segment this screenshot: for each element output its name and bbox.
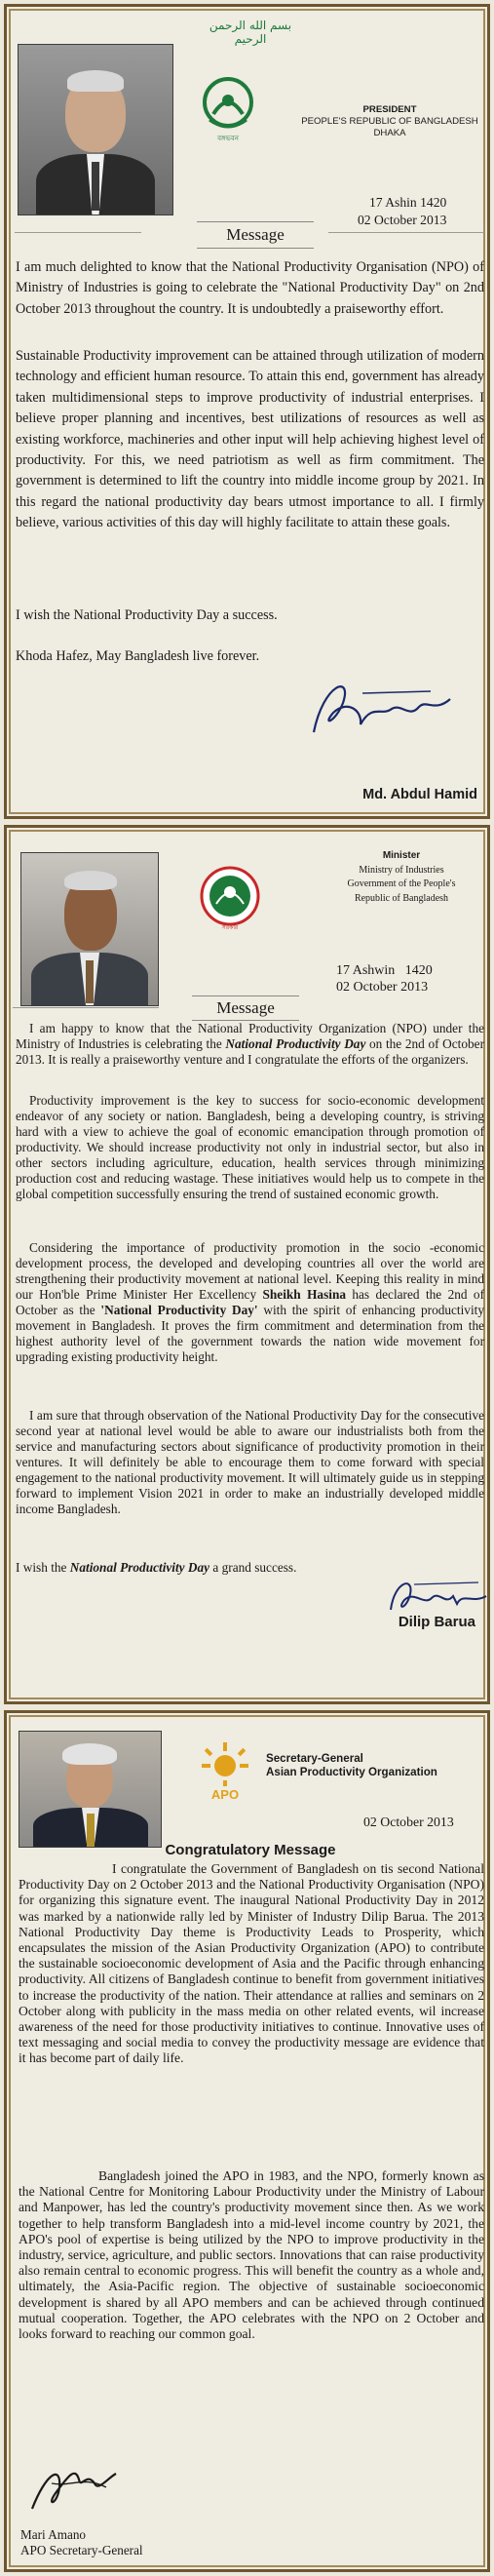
office-block xyxy=(328,849,475,906)
apo-logo-icon xyxy=(195,1740,255,1801)
apo-secretary-signature xyxy=(22,2454,130,2522)
office-block xyxy=(266,1752,480,1779)
president-message-panel xyxy=(4,4,490,819)
message-paragraph: I am sure that through observation of the National Productivity Day for the consecutive second year at national level would be able to aware our industrialists both from the service and manufacturing sectors about significance of productivity promotion in their ventures. It will definitely be able to encourage them to come forward with special engagement to the national productivity movement. It will ultimately guide us in stepping forward to implement Vision 2021 in order to make an industrially developed middle income Bangladesh. xyxy=(16,1408,484,1516)
message-paragraph: I am happy to know that the National Productivity Organization (NPO) under the Ministry of Industries is celebrating the National Productivity Day on the 2nd of October 2013. It is really a praiseworthy venture and I congratulate the efforts of the organizers. xyxy=(16,1021,484,1067)
message-title: Congratulatory Message xyxy=(165,1842,336,1858)
office-block xyxy=(289,104,490,139)
minister-message-panel xyxy=(4,825,490,1704)
apo-logo-text: APO xyxy=(210,1787,240,1801)
office-line-4: Republic of Bangladesh xyxy=(354,892,449,904)
office-line-1: Secretary-General xyxy=(266,1752,363,1765)
signatory-block xyxy=(20,2527,143,2558)
message-paragraph: Considering the importance of productivity promotion in the socio -economic development process, the developed and developing countries all over the world are strengthening their productivity movement at national level. Keeping this reality in mind our Hon'ble Prime Minister Her Excellency Sheikh Hasina has declared the 2nd of October as the 'National Productivity Day' with the spirit of enhancing productivity movement in Bangladesh. It proves the firm commitment and determination from the highest authority level of the government towards the nation wide movement for upgrading existing productivity height. xyxy=(16,1240,485,1364)
bismillah-calligraphy: بسم الله الرحمن الرحيم xyxy=(209,19,292,46)
office-line-1: PRESIDENT xyxy=(362,104,417,115)
svg-text:বঙ্গভবন: বঙ্গভবন xyxy=(217,135,239,142)
office-line-2: PEOPLE'S REPUBLIC OF BANGLADESH xyxy=(301,116,478,127)
divider xyxy=(13,1007,159,1008)
message-paragraph: Productivity improvement is the key to success for socio-economic development endeavor of any society or nation. Bangladesh, being a developing country, is striving hard with a view to achieve the goal of economic emancipation through promotion of productivity. We should increase productivity not only in industrial sector, but also in other sectors including agriculture, education, health services through minimizing production cost and reducing wastage. These initiatives would help us to compete in the global competition successfully ensuring the trend of sustained economic growth. xyxy=(16,1093,484,1201)
office-line-3: DHAKA xyxy=(373,128,406,138)
message-paragraph: I congratulate the Government of Bangladesh on tis second National Productivity Day on 2 October 2013 and the National Productivity Organisation (NPO) for organizing this signature event. The inaugural National Productivity Day in 2012 was marked by a nationwide rally led by Minister of Industry Dilip Barua. The 2013 National Productivity Day theme is Productivity Leads to Prosperity, which encapsulates the mission of the Asian Productivity Organization (APO) to contribute the sustainable socioeconomic development of Asia and the Pacific through enhancing productivity. All citizens of Bangladesh continue to benefit from government initiatives to increase the productivity of the nation. Their attendance at rallies and seminars on 2 October along with publicity in the mass media on other related events, wil increase awareness of the need for those productivity initiatives to continue. Innovative uses of text messaging and social media to convey the productivity message are evidence that it has become part of daily life. xyxy=(19,1861,484,2066)
office-line-3: Government of the People's xyxy=(347,878,456,890)
date-english: 02 October 2013 xyxy=(336,980,429,995)
message-paragraph: I wish the National Productivity Day a success. xyxy=(16,607,278,623)
message-paragraph: I am much delighted to know that the National Productivity Organisation (NPO) of Ministry of Industries is going to celebrate the "National Productivity Day" on 2nd October 2013 throughout the country. It is undoubtedly a praiseworthy effort. xyxy=(16,259,484,317)
apo-message-panel xyxy=(4,1710,490,2572)
date-bangla: 17 Ashin 1420 xyxy=(369,195,447,210)
message-paragraph: I wish the National Productivity Day a grand success. xyxy=(16,1560,297,1575)
svg-text:সরকার: সরকার xyxy=(221,924,239,931)
message-title: Message xyxy=(197,221,314,249)
date-bangla: 17 Ashwin 1420 xyxy=(336,963,433,978)
apo-secretary-portrait xyxy=(19,1731,162,1848)
date: 02 October 2013 xyxy=(363,1815,454,1829)
message-paragraph: Bangladesh joined the APO in 1983, and the NPO, formerly known as the National Centre for Monitoring Labour Productivity under the Ministry of Labour and Manpower, has led the country's productivity movement since then. As we work together to help transform Bangladesh into a mid-level income country by 2021, the APO's pool of expertise is being utilized by the NPO to improve productivity in the industry, service, agriculture, and public sectors. Innovations that can raise productivity also remain central to economic progress. This will benefit the country as a whole and, ultimately, the Asia-Pacific region. The objective of sustainable socioeconomic development is shared by all APO members and can be achieved through continued mutual cooperation. Together, the APO celebrates with the NPO on 2 October and looks forward to reaching our common goal. xyxy=(19,2168,484,2342)
signatory-title: APO Secretary-General xyxy=(20,2543,143,2557)
signatory-name: Dilip Barua xyxy=(398,1614,475,1630)
minister-portrait xyxy=(20,852,159,1006)
date-block xyxy=(336,962,473,995)
president-signature xyxy=(304,664,460,761)
office-line-2: Asian Productivity Organization xyxy=(266,1766,437,1778)
message-paragraph: Sustainable Productivity improvement can be attained through utilization of modern technology and efficient human resource. To attain this end, government has already taken multidimensional steps to improve productivity of industrial enterprises. I believe proper planning and incentives, best utilizations of resources as well as existing workforce, machineries and other input will help achieving highest level of productivity. For this, we need patriotism as well as firm commitment. The government is determined to lift the country into middle income group by 2021. In this regard the national productivity day bears utmost importance to all. I firmly believe, various activities of this day will highly facilitate to attain these goals. xyxy=(16,348,484,531)
message-paragraph: Khoda Hafez, May Bangladesh live forever. xyxy=(16,648,260,664)
bangladesh-emblem-icon xyxy=(202,75,254,143)
government-seal-icon xyxy=(199,865,261,933)
divider xyxy=(328,232,484,233)
office-line-1: Minister xyxy=(382,850,421,861)
divider xyxy=(15,232,141,233)
office-line-2: Ministry of Industries xyxy=(359,864,444,876)
president-portrait xyxy=(18,44,173,215)
signatory-name: Md. Abdul Hamid xyxy=(362,787,477,802)
signatory-name: Mari Amano xyxy=(20,2527,87,2542)
message-title: Message xyxy=(192,995,299,1021)
date-english: 02 October 2013 xyxy=(358,213,447,227)
minister-signature xyxy=(385,1571,492,1620)
date-block xyxy=(358,194,484,229)
